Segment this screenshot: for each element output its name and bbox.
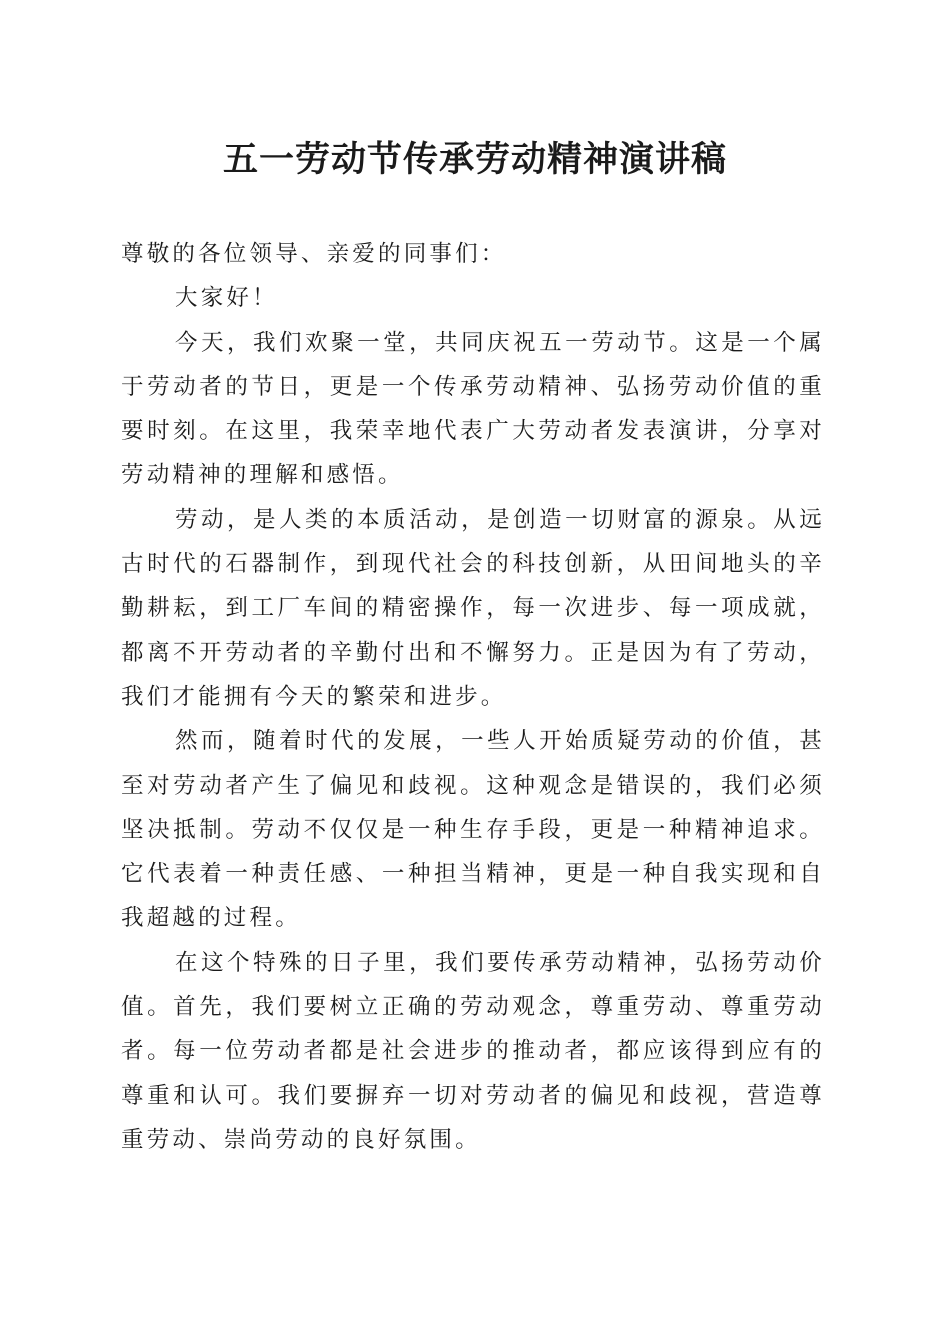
document-body xyxy=(121,232,825,1162)
salutation: 尊敬的各位领导、亲爱的同事们： xyxy=(121,241,507,267)
paragraph-3: 然而，随着时代的发展，一些人开始质疑劳动的价值，甚至对劳动者产生了偏见和歧视。这种观念是错误的，我们必须坚决抵制。劳动不仅仅是一种生存手段，更是一种精神追求。它代表着一种责任感、一种担当精神，更是一种自我实现和自我超越的过程。 xyxy=(121,728,825,932)
paragraph-1: 今天，我们欢聚一堂，共同庆祝五一劳动节。这是一个属于劳动者的节日，更是一个传承劳动精神、弘扬劳动价值的重要时刻。在这里，我荣幸地代表广大劳动者发表演讲，分享对劳动精神的理解和感悟。 xyxy=(121,329,825,489)
document-title: 五一劳动节传承劳动精神演讲稿 xyxy=(222,139,727,180)
paragraph-greeting: 大家好！ xyxy=(175,285,278,312)
paragraph-2: 劳动，是人类的本质活动，是创造一切财富的源泉。从远古时代的石器制作，到现代社会的科技创新，从田间地头的辛勤耕耘，到工厂车间的精密操作，每一次进步、每一项成就，都离不开劳动者的辛勤付出和不懈努力。正是因为有了劳动，我们才能拥有今天的繁荣和进步。 xyxy=(121,506,825,710)
paragraph-4: 在这个特殊的日子里，我们要传承劳动精神，弘扬劳动价值。首先，我们要树立正确的劳动观念，尊重劳动、尊重劳动者。每一位劳动者都是社会进步的推动者，都应该得到应有的尊重和认可。我们要摒弃一切对劳动者的偏见和歧视，营造尊重劳动、崇尚劳动的良好氛围。 xyxy=(121,949,825,1153)
